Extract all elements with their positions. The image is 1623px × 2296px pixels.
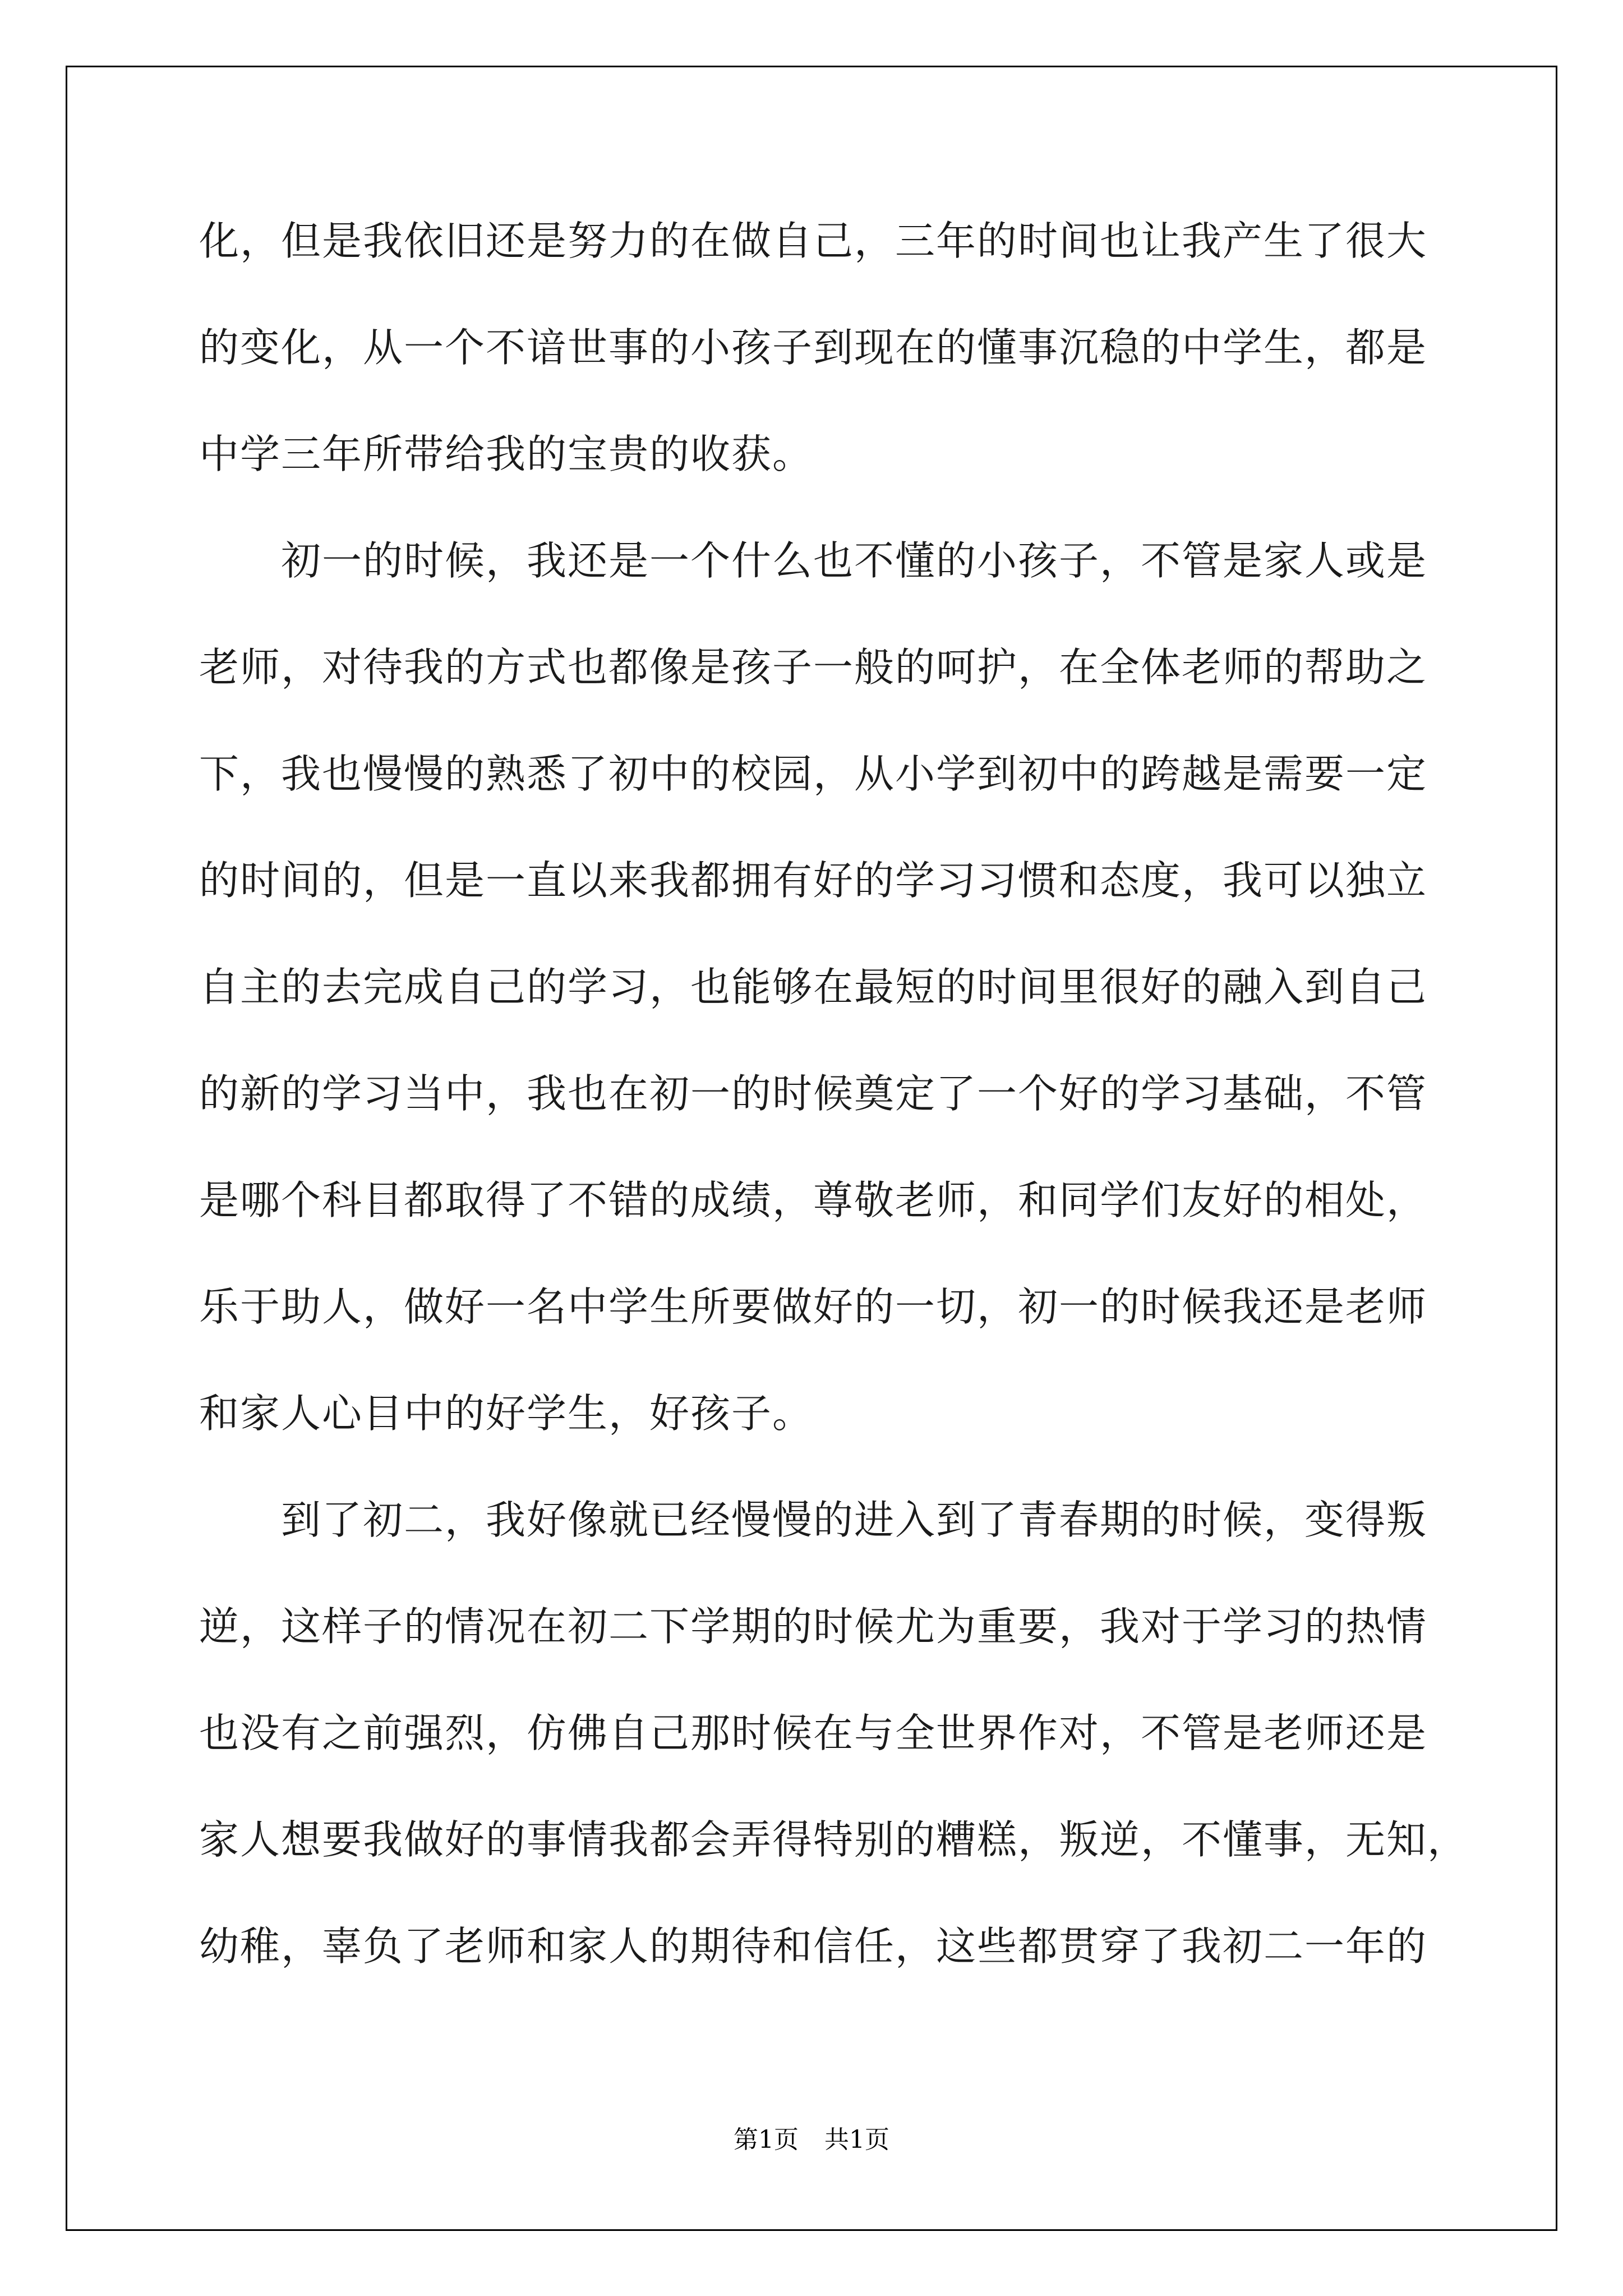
text-line: 老师，对待我的方式也都像是孩子一般的呵护，在全体老师的帮助之: [199, 644, 1428, 691]
page-number: 第1页: [734, 2125, 799, 2154]
text-line: 乐于助人，做好一名中学生所要做好的一切，初一的时候我还是老师: [199, 1283, 1428, 1330]
text-line: 的变化，从一个不谙世事的小孩子到现在的懂事沉稳的中学生，都是: [199, 324, 1428, 371]
text-line: 是哪个科目都取得了不错的成绩，尊敬老师，和同学们友好的相处，: [199, 1177, 1428, 1223]
page-total: 共1页: [824, 2125, 889, 2154]
page-footer: [0, 2119, 1623, 2155]
text-line: 的时间的，但是一直以来我都拥有好的学习习惯和态度，我可以独立: [199, 857, 1428, 904]
text-line: 逆，这样子的情况在初二下学期的时候尤为重要，我对于学习的热情: [199, 1603, 1428, 1650]
text-line: 下，我也慢慢的熟悉了初中的校园，从小学到初中的跨越是需要一定: [199, 751, 1428, 797]
text-line: 家人想要我做好的事情我都会弄得特别的糟糕，叛逆，不懂事，无知，: [199, 1816, 1469, 1863]
text-line: 幼稚，辜负了老师和家人的期待和信任，这些都贯穿了我初二一年的: [199, 1923, 1428, 1970]
text-line: 也没有之前强烈，仿佛自己那时候在与全世界作对，不管是老师还是: [199, 1710, 1428, 1756]
text-line: 中学三年所带给我的宝贵的收获。: [199, 431, 814, 477]
text-line: 的新的学习当中，我也在初一的时候奠定了一个好的学习基础，不管: [199, 1070, 1428, 1117]
text-line: 初一的时候，我还是一个什么也不懂的小孩子，不管是家人或是: [199, 537, 1428, 584]
text-line: 和家人心目中的好学生，好孩子。: [199, 1390, 814, 1437]
text-line: 自主的去完成自己的学习，也能够在最短的时间里很好的融入到自己: [199, 964, 1428, 1010]
document-body: [199, 216, 1469, 2028]
text-line: 到了初二，我好像就已经慢慢的进入到了青春期的时候，变得叛: [199, 1497, 1428, 1543]
text-line: 化，但是我依旧还是努力的在做自己，三年的时间也让我产生了很大: [199, 218, 1428, 264]
